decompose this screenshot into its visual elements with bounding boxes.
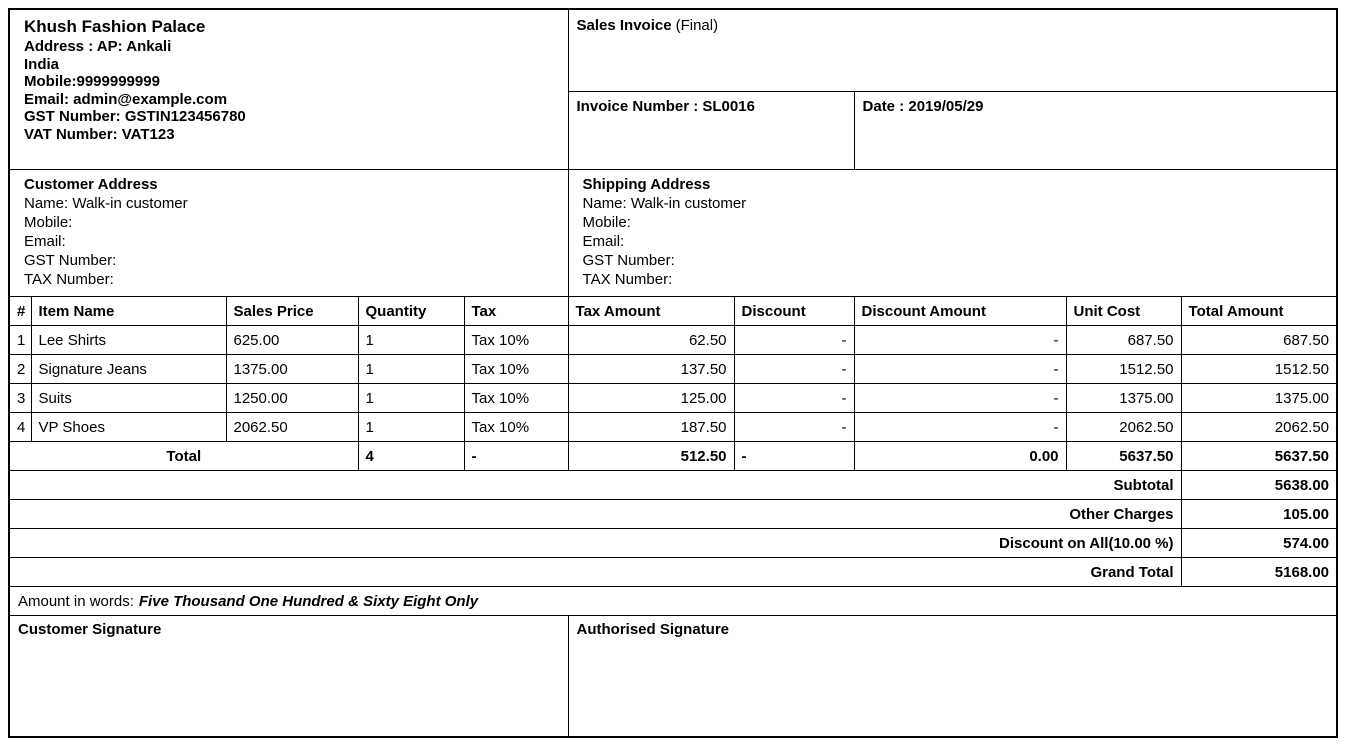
item-discount: - [734, 355, 854, 384]
item-total-amount: 2062.50 [1181, 413, 1337, 442]
customer-address-heading: Customer Address [24, 176, 158, 193]
total-tax: - [464, 442, 568, 471]
col-header-discount-amount: Discount Amount [854, 297, 1066, 326]
company-gst-line: GST Number: GSTIN123456780 [24, 108, 246, 125]
col-header-total-amount: Total Amount [1181, 297, 1337, 326]
item-row [9, 413, 1337, 442]
shipping-tax-line: TAX Number: [582, 271, 673, 288]
items-total-row [9, 442, 1337, 471]
summary-row-discount-on-all [9, 529, 1337, 558]
item-sales-price: 2062.50 [226, 413, 358, 442]
shipping-mobile-line: Mobile: [582, 214, 631, 231]
customer-mobile-line: Mobile: [24, 214, 73, 231]
total-unit-cost: 5637.50 [1066, 442, 1181, 471]
summary-row-other-charges [9, 500, 1337, 529]
shipping-email-line: Email: [582, 233, 625, 250]
company-country-line: India [24, 55, 60, 73]
item-total-amount: 687.50 [1181, 326, 1337, 355]
item-name: Signature Jeans [31, 355, 226, 384]
shipping-gst-line: GST Number: [582, 252, 675, 269]
col-header-item-name: Item Name [31, 297, 226, 326]
subtotal-value: 5638.00 [1181, 471, 1337, 500]
item-name: Lee Shirts [31, 326, 226, 355]
amount-in-words-label: Amount in words: [18, 592, 134, 610]
invoice-status: (Final) [675, 17, 719, 34]
col-header-tax: Tax [464, 297, 568, 326]
customer-tax-line: TAX Number: [24, 271, 114, 288]
discount-on-all-value: 574.00 [1181, 529, 1337, 558]
other-charges-label: Other Charges [9, 500, 1181, 529]
item-total-amount: 1375.00 [1181, 384, 1337, 413]
col-header-index: # [9, 297, 31, 326]
customer-address-cell [9, 170, 568, 297]
item-quantity: 1 [358, 355, 464, 384]
address-section [9, 170, 1337, 297]
item-name: Suits [31, 384, 226, 413]
item-index: 4 [9, 413, 31, 442]
item-index: 1 [9, 326, 31, 355]
item-quantity: 1 [358, 413, 464, 442]
item-row [9, 326, 1337, 355]
shipping-address-cell [568, 170, 1337, 297]
customer-name-line: Name: Walk-in customer [24, 195, 188, 212]
item-discount: - [734, 413, 854, 442]
company-info-cell [9, 9, 568, 170]
customer-gst-line: GST Number: [24, 252, 117, 269]
summary-row-grand-total [9, 558, 1337, 587]
item-tax-amount: 125.00 [568, 384, 734, 413]
company-name: Khush Fashion Palace [24, 17, 206, 36]
summary-row-subtotal [9, 471, 1337, 500]
signature-section [9, 616, 1337, 738]
shipping-address-heading: Shipping Address [582, 176, 711, 193]
discount-on-all-label: Discount on All(10.00 %) [9, 529, 1181, 558]
col-header-quantity: Quantity [358, 297, 464, 326]
item-quantity: 1 [358, 384, 464, 413]
customer-email-line: Email: [24, 233, 66, 250]
item-index: 3 [9, 384, 31, 413]
header-section [9, 9, 1337, 92]
item-tax: Tax 10% [464, 355, 568, 384]
item-index: 2 [9, 355, 31, 384]
col-header-unit-cost: Unit Cost [1066, 297, 1181, 326]
total-label: Total [9, 442, 358, 471]
item-sales-price: 625.00 [226, 326, 358, 355]
amount-in-words-cell [9, 587, 1337, 616]
invoice-title: Sales Invoice [576, 17, 672, 34]
item-total-amount: 1512.50 [1181, 355, 1337, 384]
invoice-number: Invoice Number : SL0016 [568, 92, 854, 170]
grand-total-value: 5168.00 [1181, 558, 1337, 587]
item-row [9, 384, 1337, 413]
item-tax-amount: 187.50 [568, 413, 734, 442]
item-row [9, 355, 1337, 384]
item-sales-price: 1375.00 [226, 355, 358, 384]
col-header-sales-price: Sales Price [226, 297, 358, 326]
item-tax: Tax 10% [464, 413, 568, 442]
company-email-line: Email: admin@example.com [24, 90, 228, 108]
item-discount: - [734, 326, 854, 355]
item-unit-cost: 2062.50 [1066, 413, 1181, 442]
item-unit-cost: 687.50 [1066, 326, 1181, 355]
item-discount-amount: - [854, 384, 1066, 413]
item-tax-amount: 137.50 [568, 355, 734, 384]
col-header-tax-amount: Tax Amount [568, 297, 734, 326]
invoice-title-cell [568, 9, 1337, 92]
company-mobile-line: Mobile:9999999999 [24, 73, 160, 90]
item-tax: Tax 10% [464, 384, 568, 413]
total-tax-amount: 512.50 [568, 442, 734, 471]
grand-total-label: Grand Total [9, 558, 1181, 587]
shipping-name-line: Name: Walk-in customer [582, 195, 747, 212]
authorised-signature-cell: Authorised Signature [568, 616, 1337, 738]
item-unit-cost: 1512.50 [1066, 355, 1181, 384]
total-quantity: 4 [358, 442, 464, 471]
subtotal-label: Subtotal [9, 471, 1181, 500]
col-header-discount: Discount [734, 297, 854, 326]
items-header-row [9, 297, 1337, 326]
amount-in-words-value: Five Thousand One Hundred & Sixty Eight Only [138, 592, 479, 610]
total-discount-amount: 0.00 [854, 442, 1066, 471]
item-discount-amount: - [854, 413, 1066, 442]
amount-in-words-row [9, 587, 1337, 616]
item-discount-amount: - [854, 326, 1066, 355]
company-vat-line: VAT Number: VAT123 [24, 125, 175, 143]
item-tax: Tax 10% [464, 326, 568, 355]
item-discount: - [734, 384, 854, 413]
sales-invoice-document [8, 8, 1338, 738]
item-unit-cost: 1375.00 [1066, 384, 1181, 413]
item-discount-amount: - [854, 355, 1066, 384]
total-discount: - [734, 442, 854, 471]
company-address-line: Address : AP: Ankali [24, 38, 172, 55]
item-name: VP Shoes [31, 413, 226, 442]
item-quantity: 1 [358, 326, 464, 355]
customer-signature-cell: Customer Signature [9, 616, 568, 738]
other-charges-value: 105.00 [1181, 500, 1337, 529]
item-sales-price: 1250.00 [226, 384, 358, 413]
item-tax-amount: 62.50 [568, 326, 734, 355]
invoice-date: Date : 2019/05/29 [854, 92, 1337, 170]
total-amount: 5637.50 [1181, 442, 1337, 471]
